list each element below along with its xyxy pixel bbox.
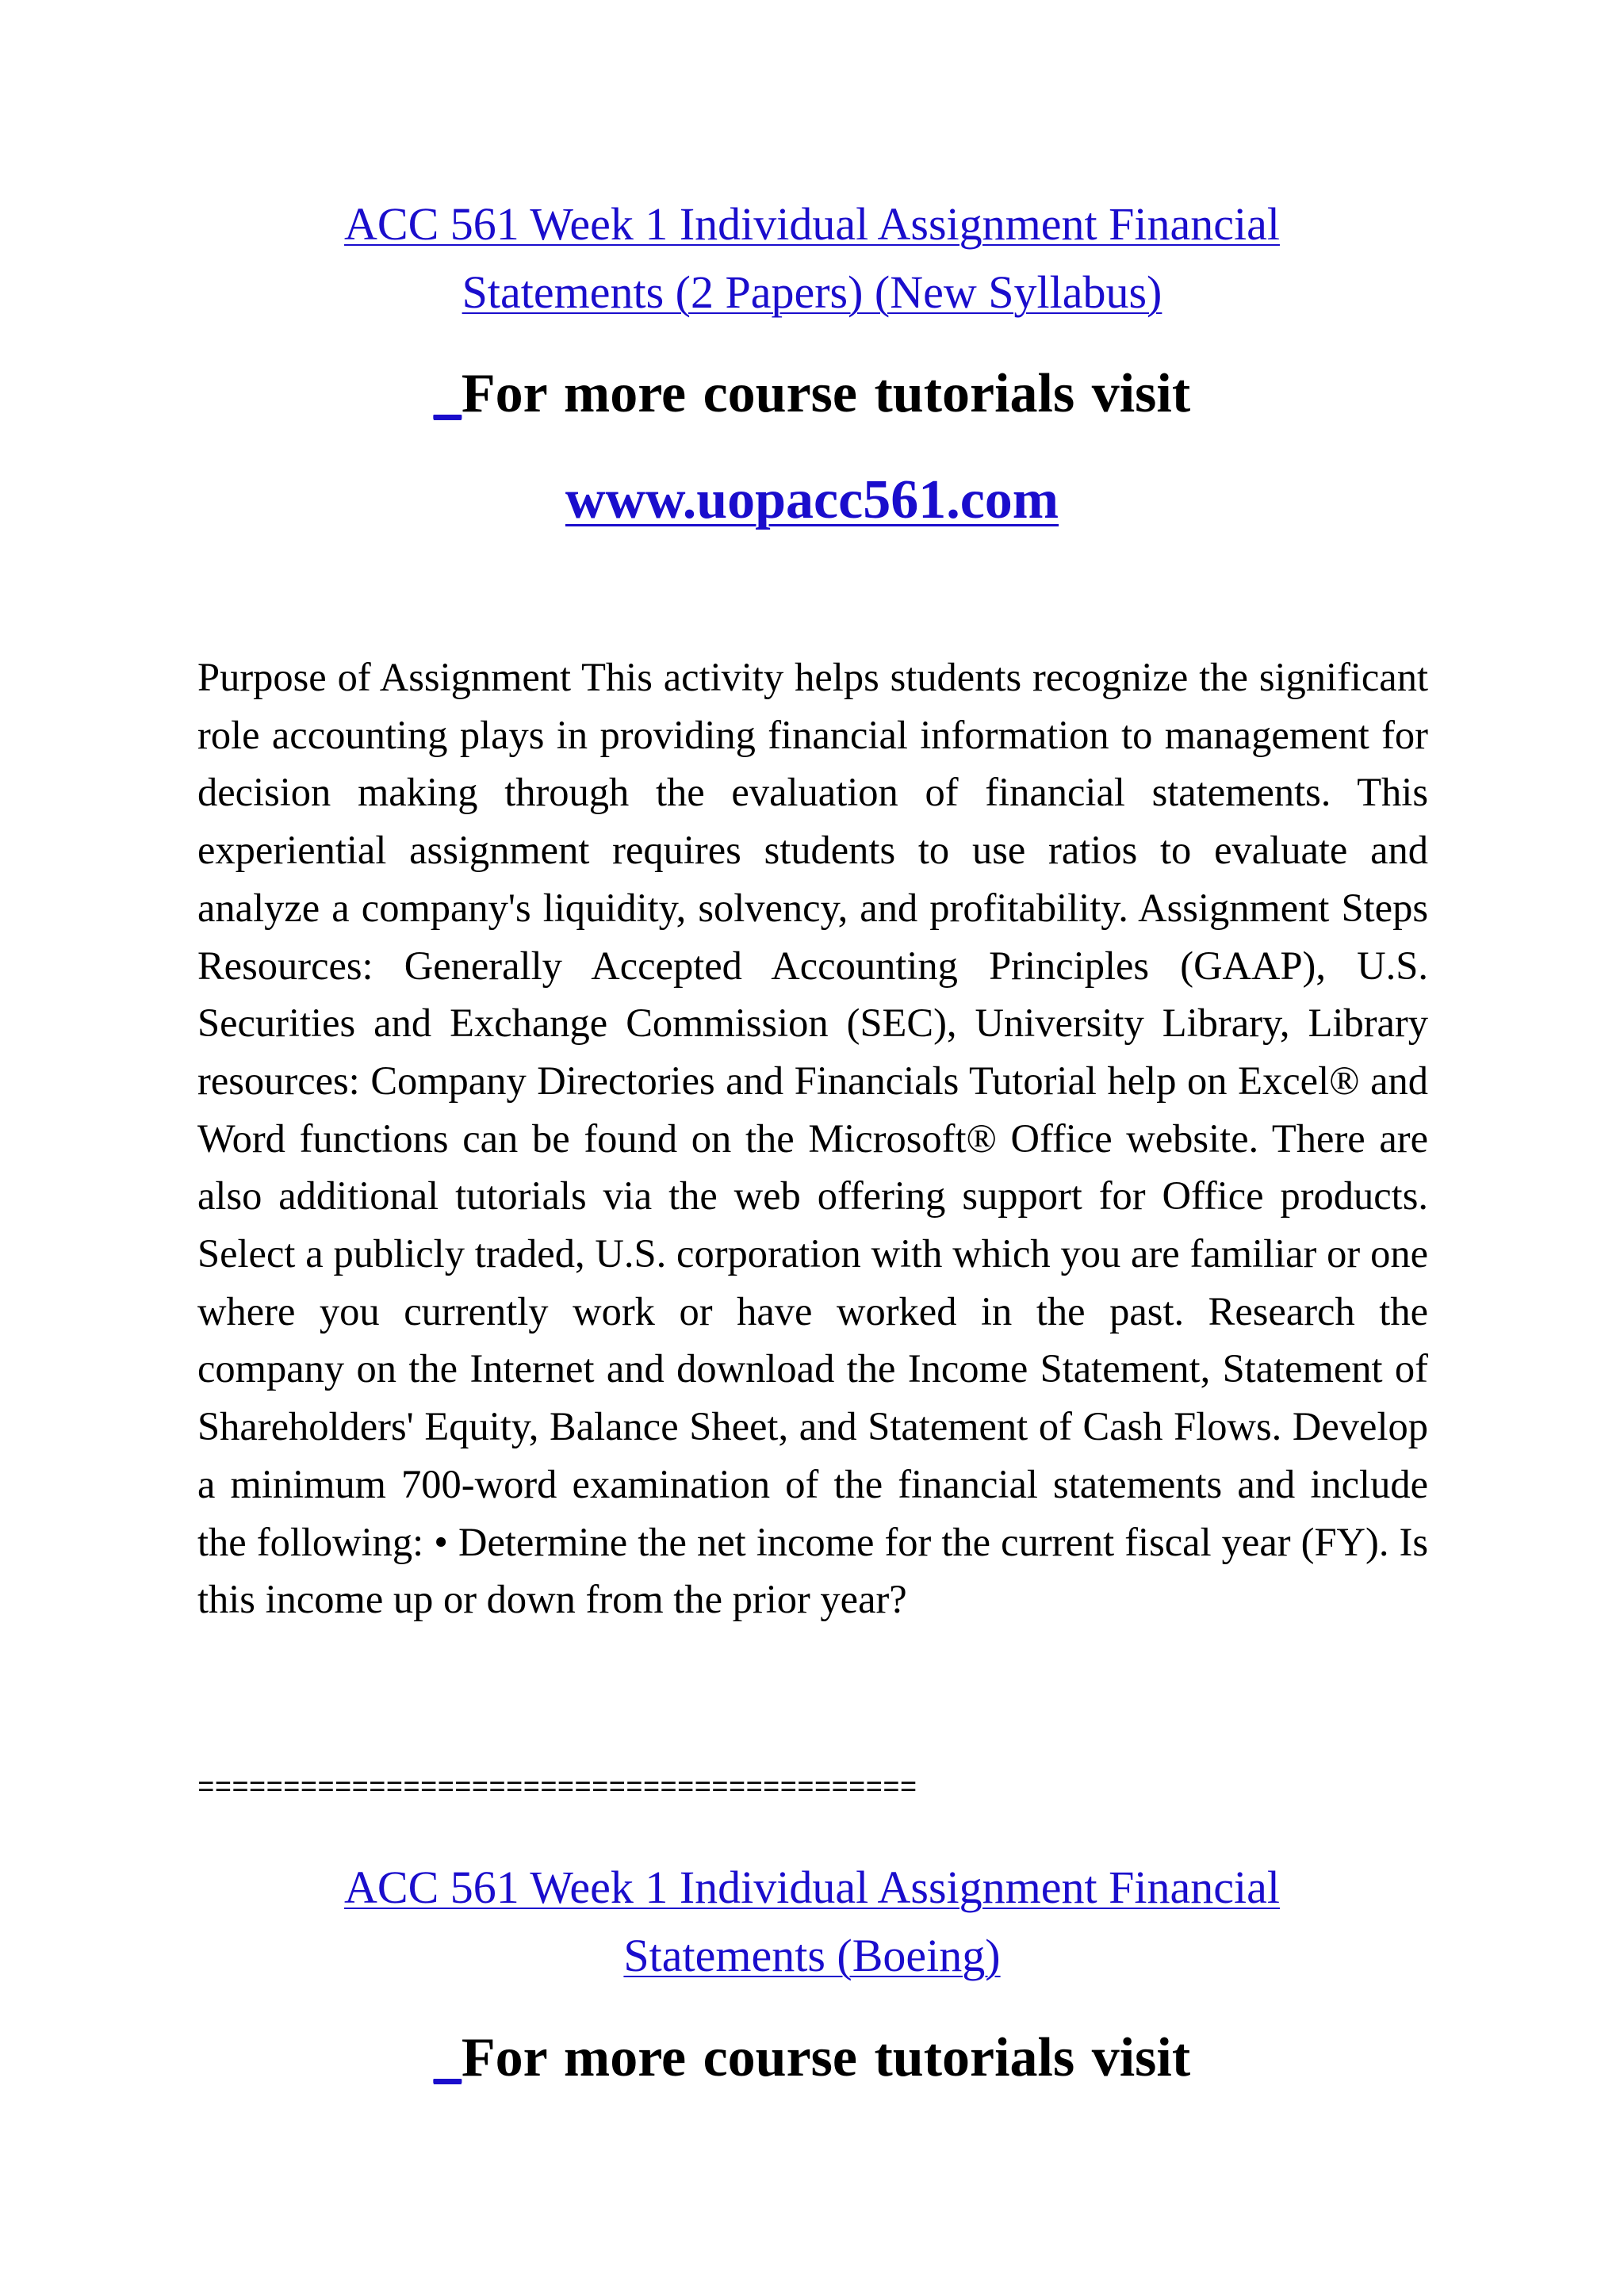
assignment-description: Purpose of Assignment This activity helps students recognize the significant role accounting plays in providing financial information to management for decision making through the evaluation of financial statements. This experiential assignment requires students to use ratios to evaluate and analyze a company's liquidity, solvency, and profitability. Assignment Steps Resources: Generally Accepted Accounting Principles (GAAP), U.S. Securities and Exchange Commission (SEC), University Library, Library resources: Company Directories and Financials Tutorial help on Excel® and Word functions can be found on the Microsoft® Office website. There are also additional tutorials via the web offering support for Office products. Select a publicly traded, U.S. corporation with which you are familiar or one where you currently work or have worked in the past. Research the company on the Internet and download the Income Statement, Statement of Shareholders' Equity, Balance Sheet, and Statement of Cash Flows. Develop a minimum 700-word examination of the financial statements and include the following: • Determine the net income for the current fiscal year (FY). Is this income up or down from the prior year?	[197, 655, 1428, 1622]
visit-heading-text: For more course tutorials visit	[461, 363, 1191, 424]
title-line: Statements (Boeing)	[623, 1930, 1001, 1981]
title-line: Statements (2 Papers) (New Syllabus)	[462, 266, 1162, 318]
visit-heading-2	[198, 2022, 1426, 2094]
title-line: ACC 561 Week 1 Individual Assignment Financial	[344, 1862, 1280, 1913]
assignment-title-link-1[interactable]	[198, 190, 1426, 327]
separator-line: ==========================================	[197, 1773, 917, 1804]
website-link[interactable]: www.uopacc561.com	[565, 469, 1059, 530]
visit-heading-1	[198, 358, 1426, 430]
title-line: ACC 561 Week 1 Individual Assignment Financial	[344, 198, 1280, 250]
visit-heading-underscore-link[interactable]: _	[433, 363, 462, 424]
visit-heading-text: For more course tutorials visit	[461, 2027, 1191, 2088]
assignment-title-link-2[interactable]	[198, 1854, 1426, 1990]
visit-heading-underscore-link[interactable]: _	[433, 2027, 462, 2088]
